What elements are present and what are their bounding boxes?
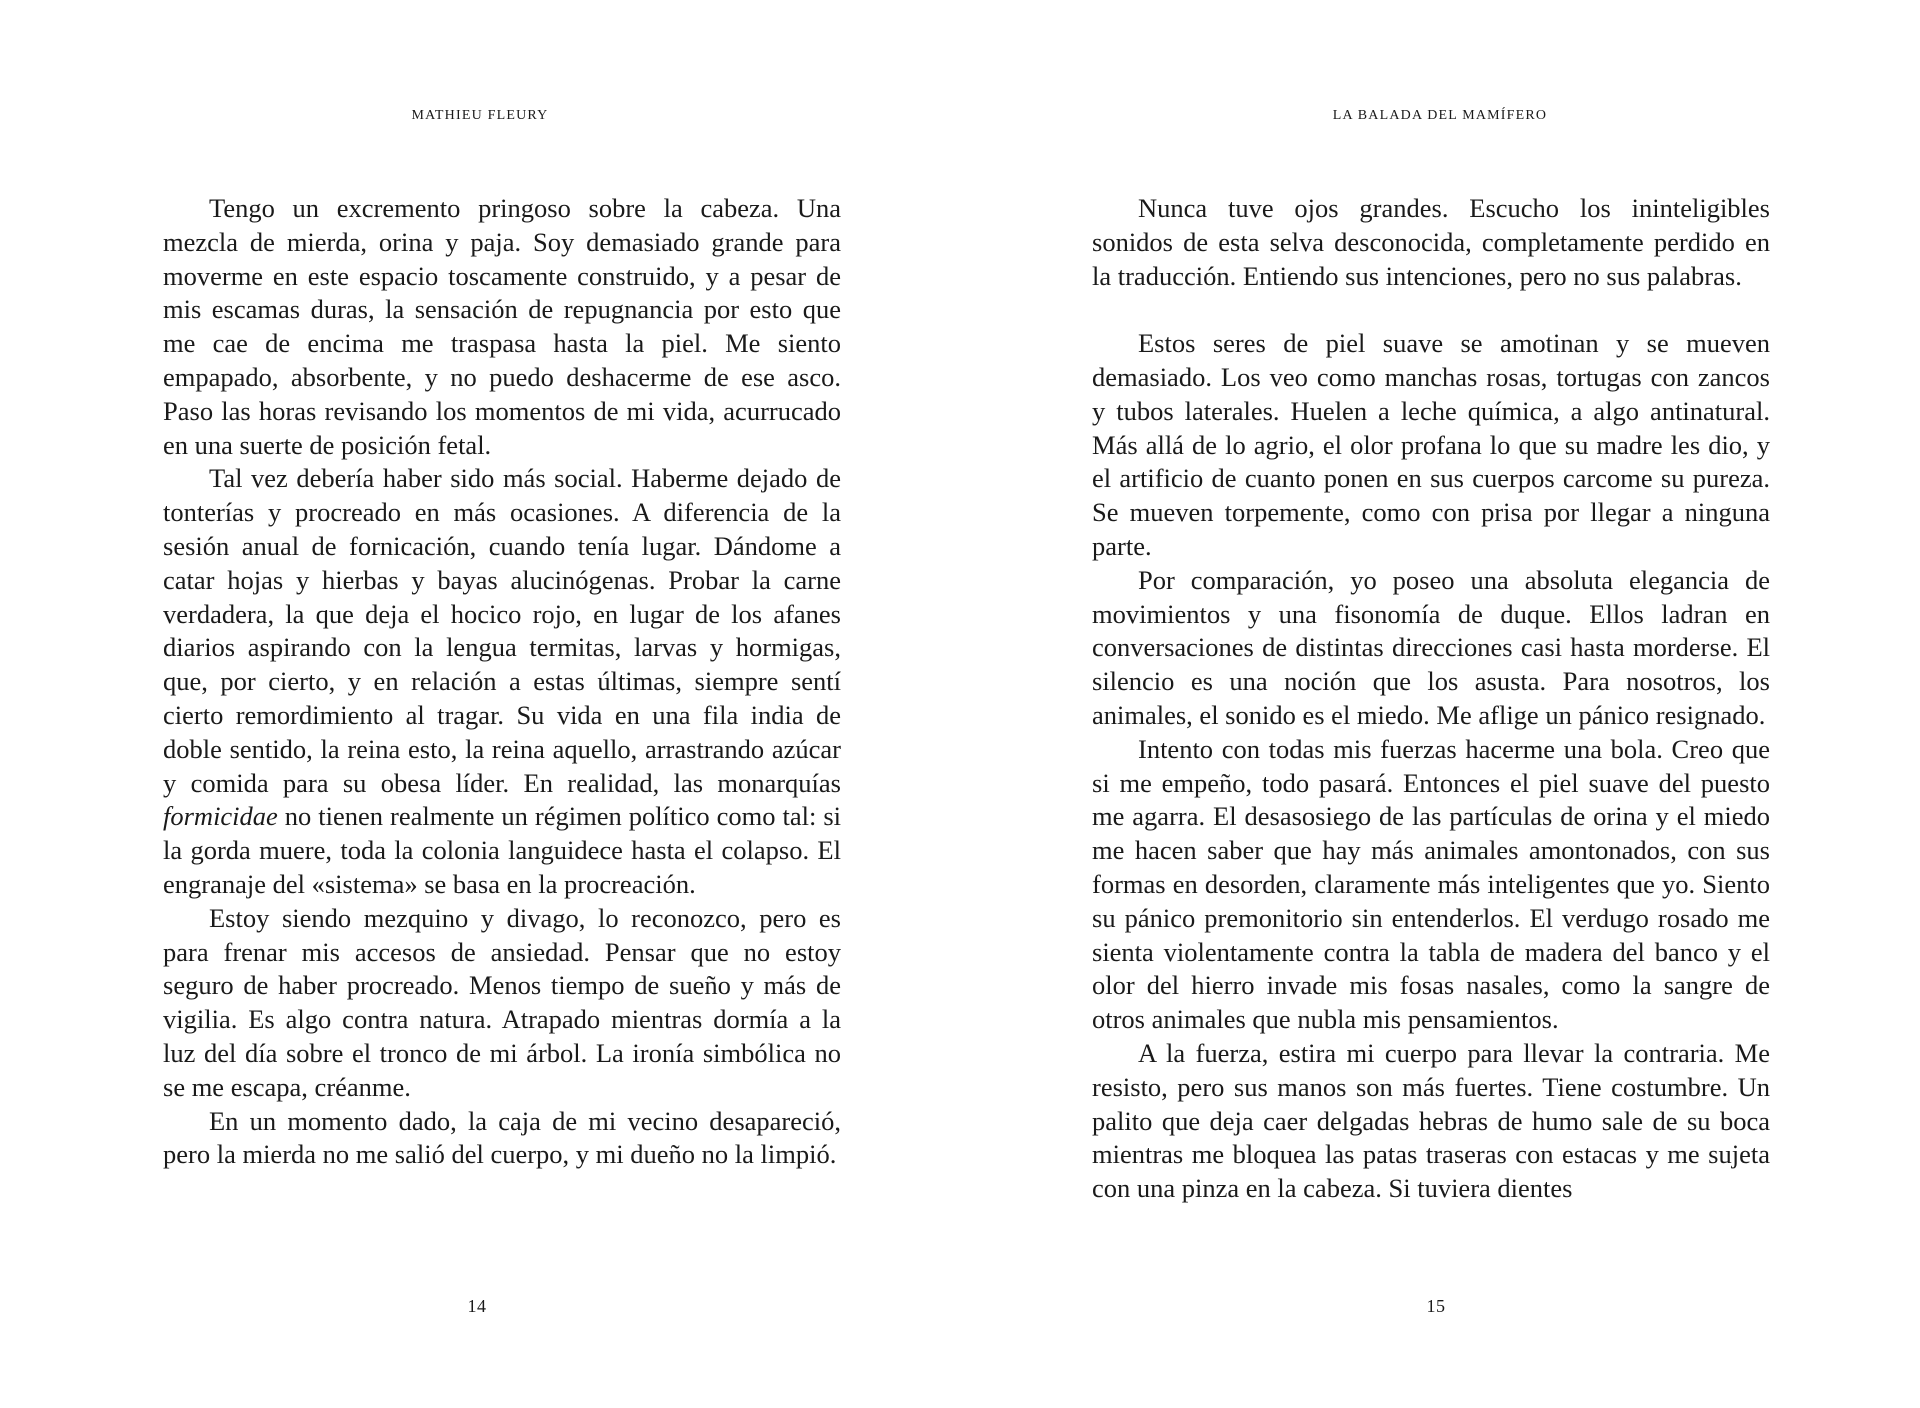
right-page (960, 0, 1920, 1408)
paragraph: Por comparación, yo poseo una absoluta elegancia de movimientos y una fisonomía de duque. Ellos ladran en conversaciones de distintas direcciones casi hasta morderse. El silencio es una noción que los asusta. Para nosotros, los animales, el sonido es el miedo. Me aflige un pánico resignado. (1092, 564, 1770, 730)
page-number: 15 (1426, 1296, 1446, 1316)
paragraph: Nunca tuve ojos grandes. Escucho los ininteligibles sonidos de esta selva desconocida, completamente perdido en la traducción. Entiendo sus intenciones, pero no sus palabras. (1092, 193, 1770, 291)
body-text (1092, 192, 1770, 1206)
paragraph (163, 462, 841, 901)
paragraph-text: no tienen realmente un régimen político como tal: si la gorda muere, toda la colonia languidece hasta el colapso. El engranaje del «sistema» se basa en la procreación. (163, 801, 841, 899)
paragraph: Estos seres de piel suave se amotinan y se mueven demasiado. Los veo como manchas rosas, tortugas con zancos y tubos laterales. Huelen a leche química, a algo antinatural. Más allá de lo agrio, el olor profana lo que su madre les dio, y el artificio de cuanto ponen en sus cuerpos carcome su pureza. Se mueven torpemente, como con prisa por llegar a ninguna parte. (1092, 328, 1770, 561)
body-text (163, 192, 841, 1172)
paragraph: Intento con todas mis fuerzas hacerme una bola. Creo que si me empeño, todo pasará. Entonces el piel suave del puesto me agarra. El desasosiego de las partículas de orina y el miedo me hacen saber que hay más animales amontonados, con sus formas en desorden, claramente más inteligentes que yo. Siento su pánico premonitorio sin entenderlos. El verdugo rosado me sienta violentamente contra la tabla de madera del banco y el olor del hierro invade mis fosas nasales, como la sangre de otros animales que nubla mis pensamientos. (1092, 733, 1770, 1035)
paragraph: A la fuerza, estira mi cuerpo para llevar la contraria. Me resisto, pero sus manos son más fuertes. Tiene costumbre. Un palito que deja caer delgadas hebras de humo sale de su boca mientras me bloquea las patas traseras con estacas y me sujeta con una pinza en la cabeza. Si tuviera dientes (1092, 1037, 1770, 1204)
paragraph-text: Tal vez debería haber sido más social. Haberme dejado de tonterías y procreado en más ocasiones. A diferencia de la sesión anual de fornicación, cuando tenía lugar. Dándome a catar hojas y hierbas y bayas alucinógenas. Probar la carne verdadera, la que deja el hocico rojo, en lugar de los afanes diarios aspirando con la lengua termitas, larvas y hormigas, que, por cierto, y en relación a estas últimas, siempre sentí cierto remordimiento al tragar. Su vida en una fila india de doble sentido, la reina esto, la reina aquello, arrastrando azúcar y comida para su obesa líder. En realidad, las monarquías (163, 463, 841, 798)
paragraph: Estoy siendo mezquino y divago, lo reconozco, pero es para frenar mis accesos de ansiedad. Pensar que no estoy seguro de haber procreado. Menos tiempo de sueño y más de vigilia. Es algo contra natura. Atrapado mientras dormía a la luz del día sobre el tronco de mi árbol. La ironía simbólica no se me escapa, créanme. (163, 902, 841, 1102)
italic-term: formicidae (163, 801, 278, 832)
paragraph: Tengo un excremento pringoso sobre la cabeza. Una mezcla de mierda, orina y paja. Soy demasiado grande para moverme en este espacio toscamente construido, y a pesar de mis escamas duras, la sensación de repugnancia por esto que me cae de encima me traspasa hasta la piel. Me siento empapado, absorbente, y no puedo deshacerme de ese asco. Paso las horas revisando los momentos de mi vida, acurrucado en una suerte de posición fetal. (163, 193, 841, 460)
page-number: 14 (467, 1296, 487, 1316)
running-head-title: LA BALADA DEL MAMÍFERO (1332, 108, 1548, 123)
paragraph: En un momento dado, la caja de mi vecino desapareció, pero la mierda no me salió del cuerpo, y mi dueño no la limpió. (163, 1105, 841, 1170)
running-head-author: MATHIEU FLEURY (411, 108, 549, 123)
